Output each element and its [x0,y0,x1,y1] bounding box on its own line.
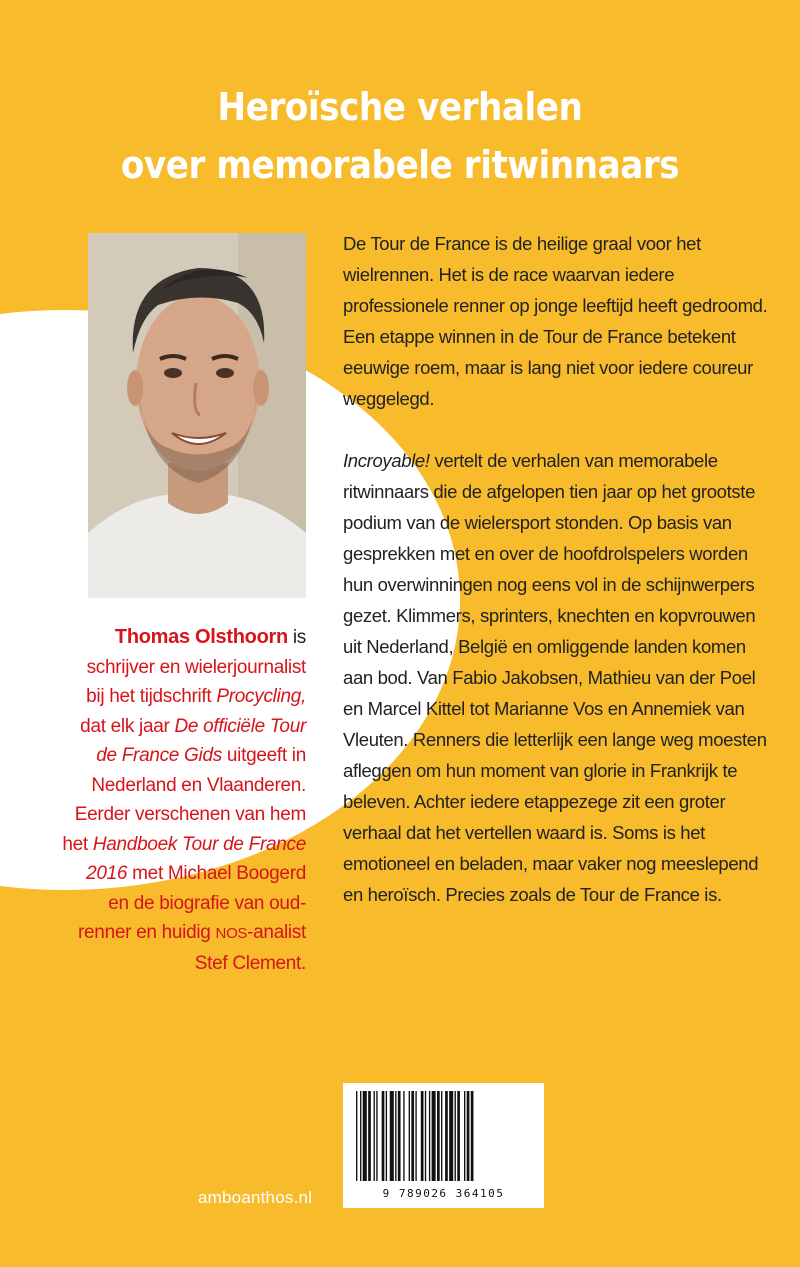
headline-line-2: over memorabele ritwinnaars [120,143,680,187]
headline-line-1: Heroïsche verhalen [217,85,583,129]
author-bio: Thomas Olsthoorn is schrijver en wielerjournalist bij het tijdschrift Procycling, dat elk jaar De officiële Tour de France Gids uitgeeft in Nederland en Vlaanderen. Eerder verschenen van hem het Handboek Tour de France 2016 met Michael Boogerd en de biografie van oud- renner en huidig NOS-analist Stef Clement. [62,626,306,974]
isbn-barcode [343,1083,544,1208]
isbn-number: 9 789026 364105 [382,1187,505,1200]
book-title: Incroyable! [343,450,430,471]
author-photo [88,233,306,598]
cover-headline [40,78,760,194]
magazine-title: Procycling, [216,686,306,707]
author-name: Thomas Olsthoorn [114,626,288,648]
blurb-paragraph-1: De Tour de France is de heilige graal voor het wielrennen. Het is de race waarvan iedere professionele renner op jonge leeftijd heeft gedroomd. Een etappe winnen in de Tour de France betekent eeuwige roem, maar is lang niet voor iedere coureur weggelegd. [343,233,768,409]
publisher-website: amboanthos.nl [198,1188,313,1207]
blurb-text [343,228,773,910]
guide-title: De officiële Tour [174,715,306,737]
handbook-title: Handboek Tour de France [92,833,306,855]
barcode-icon [354,1091,534,1181]
blurb-paragraph-2: Incroyable! vertelt de verhalen van memorabele ritwinnaars die de afgelopen tien jaar op het grootste podium van de wielersport stonden. Op basis van gesprekken met en over de hoofdrolspelers worden hun overwinningen nog eens vol in de schijnwerpers gezet. Klimmers, sprinters, knechten en kopvrouwen uit Nederland, België en omliggende landen komen aan bod. Van Fabio Jakobsen, Mathieu van der Poel en Marcel Kittel tot Marianne Vos en Annemiek van Vleuten. Renners die letterlijk een lange weg moesten afleggen om hun moment van glorie in Frankrijk te beleven. Achter iedere etappezege zit een groter verhaal dat het vertellen waard is. Soms is het emotioneel en beladen, maar vaker nog meeslepend en heroïsch. Precies zoals de Tour de France is. [343,450,767,905]
